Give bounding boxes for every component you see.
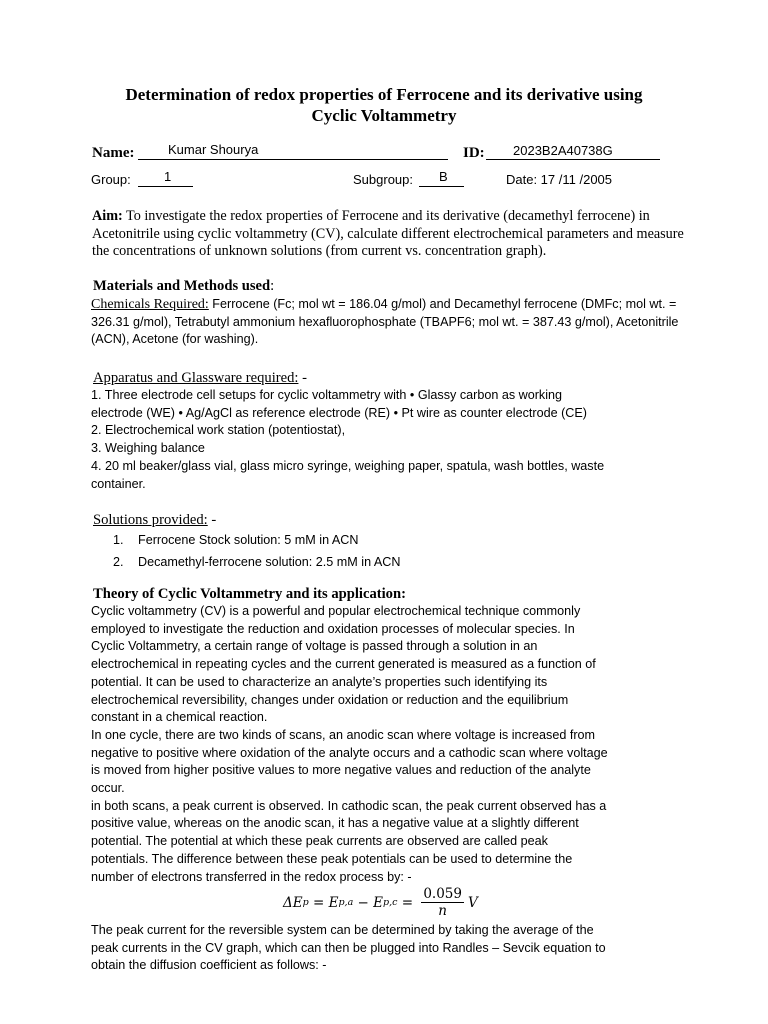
id-value: 2023B2A40738G xyxy=(513,143,613,158)
id-label: ID: xyxy=(463,145,485,161)
list-item-number: 1. xyxy=(113,533,124,547)
theory-heading-text: Theory of Cyclic Voltammetry and its application: xyxy=(93,586,406,602)
materials-heading xyxy=(93,278,274,295)
theory-line: potentials. The difference between these peak potentials can be used to determine the xyxy=(91,851,573,866)
eq-fraction xyxy=(421,886,464,919)
chemicals-text: Ferrocene (Fc; mol wt = 186.04 g/mol) and Decamethyl ferrocene (DMFc; mol wt. = 326.31 g/mol), Tetrabutyl ammonium hexafluorophosphate (TBAPF6; mol wt. = 387.43 g/mol), Acetonitrile (ACN), Acetone (for washing). xyxy=(91,297,679,347)
list-item xyxy=(113,530,400,552)
list-item-number: 2. xyxy=(113,554,124,569)
theory-line: is moved from higher positive values to more negative values and reduction of the analyte xyxy=(91,763,591,778)
theory-line: potential. It can be used to characterize an analyte’s properties such identifying its xyxy=(91,674,548,689)
apparatus-line: electrode (WE) • Ag/AgCl as reference electrode (RE) • Pt wire as counter electrode (CE) xyxy=(91,405,587,420)
solutions-heading xyxy=(93,512,216,529)
apparatus-heading-text: Apparatus and Glassware required: xyxy=(93,370,299,386)
eq-delta-e: ΔE xyxy=(283,894,303,911)
eq-equals: = xyxy=(397,894,418,911)
theory-line: constant in a chemical reaction. xyxy=(91,710,268,725)
date-text: Date: 17 /11 /2005 xyxy=(506,172,613,187)
theory-line: occur. xyxy=(91,781,125,796)
theory-line: number of electrons transferred in the redox process by: - xyxy=(91,869,412,884)
theory-line: electrochemical in repeating cycles and the current generated is measured as a function of xyxy=(91,657,596,672)
eq-sub: p,c xyxy=(383,897,398,908)
eq-denominator: n xyxy=(438,903,447,919)
apparatus-line: 1. Three electrode cell setups for cyclic voltammetry with • Glassy carbon as working xyxy=(91,388,563,402)
theory-paragraph-after xyxy=(91,922,691,975)
materials-heading-text: Materials and Methods used xyxy=(93,278,271,294)
theory-line: potential. The potential at which these peak currents are observed are called peak xyxy=(91,834,548,849)
eq-sub: p,a xyxy=(338,897,354,908)
eq-term: E xyxy=(373,894,383,911)
theory-line: negative to positive where oxidation of the analyte occurs and a cathodic scan where voltage xyxy=(91,745,608,760)
name-value: Kumar Shourya xyxy=(168,142,259,157)
theory-line: positive value, whereas on the anodic scan, it has a negative value at a slightly different xyxy=(91,816,579,831)
theory-line: In one cycle, there are two kinds of scans, an anodic scan where voltage is increased from xyxy=(91,727,596,742)
group-underline xyxy=(138,186,193,187)
group-label: Group: xyxy=(91,172,131,187)
apparatus-line: container. xyxy=(91,476,146,491)
id-underline xyxy=(486,159,660,160)
group-value: 1 xyxy=(164,169,172,184)
list-item-text: Ferrocene Stock solution: 5 mM in ACN xyxy=(138,533,359,547)
aim-label: Aim: xyxy=(92,208,123,224)
eq-minus: − xyxy=(353,894,374,911)
apparatus-list xyxy=(91,387,691,493)
name-underline xyxy=(138,159,448,160)
eq-equals: = xyxy=(308,894,329,911)
theory-line: employed to investigate the reduction and oxidation processes of molecular species. In xyxy=(91,621,575,636)
eq-numerator: 0.059 xyxy=(423,886,462,902)
aim-text: To investigate the redox properties of Ferrocene and its derivative (decamethyl ferrocene) in Acetonitrile using cyclic voltammetry (CV), calculate different electrochemical parameters and measure the concentrations of unknown solutions (from current vs. concentration graph). xyxy=(92,208,684,259)
title-line-2: Cyclic Voltammetry xyxy=(311,106,457,125)
theory-paragraph xyxy=(91,603,691,886)
theory-line: The peak current for the reversible system can be determined by taking the average of the xyxy=(91,923,594,937)
solutions-heading-text: Solutions provided: xyxy=(93,512,208,528)
list-item-text: Decamethyl-ferrocene solution: 2.5 mM in ACN xyxy=(138,554,401,569)
subgroup-underline xyxy=(419,186,464,187)
theory-line: Cyclic Voltammetry, a certain range of voltage is passed through a solution in an xyxy=(91,639,538,654)
eq-term: E xyxy=(328,894,339,911)
aim-paragraph xyxy=(92,208,692,261)
subgroup-label: Subgroup: xyxy=(353,172,413,187)
theory-heading xyxy=(93,586,406,603)
document-title xyxy=(0,84,768,126)
subgroup-value: B xyxy=(439,169,448,184)
list-item xyxy=(113,552,400,574)
name-label: Name: xyxy=(92,145,135,161)
apparatus-heading xyxy=(93,370,307,387)
apparatus-line: 2. Electrochemical work station (potentiostat), xyxy=(91,423,346,438)
chemicals-paragraph xyxy=(91,296,691,349)
theory-line: Cyclic voltammetry (CV) is a powerful and popular electrochemical technique commonly xyxy=(91,604,581,618)
peak-separation-equation xyxy=(283,886,478,919)
chemicals-label: Chemicals Required: xyxy=(91,297,209,312)
theory-line: electrochemical reversibility, changes under oxidation or reduction and the equilibrium xyxy=(91,692,569,707)
apparatus-heading-suffix: - xyxy=(298,370,307,386)
title-line-1: Determination of redox properties of Ferrocene and its derivative using xyxy=(125,85,643,104)
eq-unit: V xyxy=(467,894,478,911)
eq-sub: p xyxy=(302,897,309,908)
materials-heading-suffix: : xyxy=(270,278,275,294)
theory-line: peak currents in the CV graph, which can then be plugged into Randles – Sevcik equation to xyxy=(91,940,606,955)
theory-line: obtain the diffusion coefficient as follows: - xyxy=(91,958,327,973)
solutions-heading-suffix: - xyxy=(207,512,217,528)
apparatus-line: 3. Weighing balance xyxy=(91,441,205,456)
theory-line: in both scans, a peak current is observed. In cathodic scan, the peak current observed has a xyxy=(91,798,607,813)
solutions-list xyxy=(113,530,400,573)
apparatus-line: 4. 20 ml beaker/glass vial, glass micro syringe, weighing paper, spatula, wash bottles, waste xyxy=(91,458,605,473)
